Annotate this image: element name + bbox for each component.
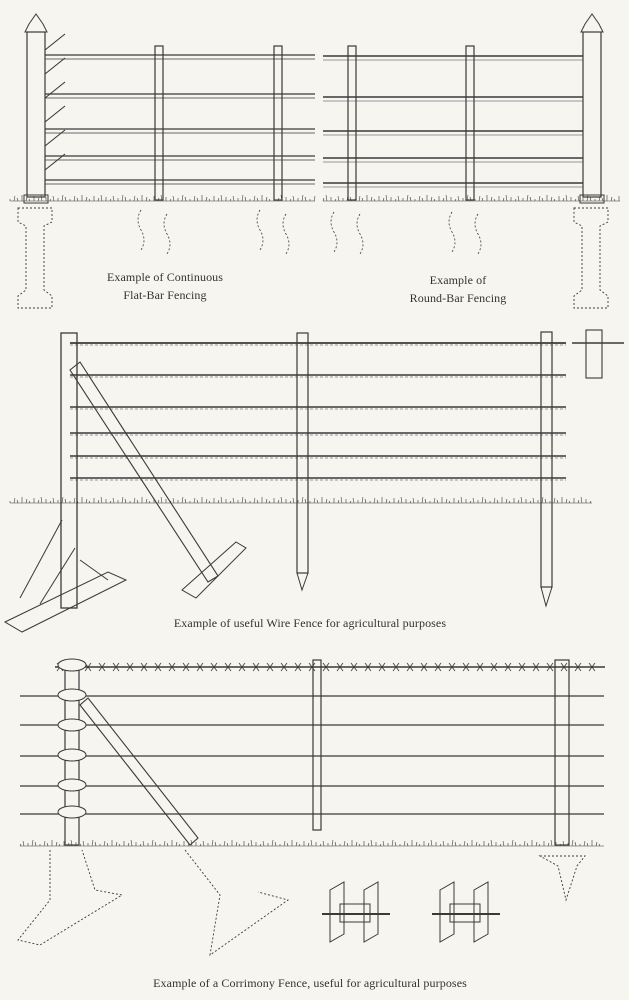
flat-bar-caption-line2: Flat-Bar Fencing (123, 288, 207, 302)
round-bar-caption-line1: Example of (429, 273, 487, 287)
intermediate-post (297, 333, 308, 573)
fence-standard (348, 46, 356, 200)
pillar-stay (45, 106, 65, 122)
flat-bar-fencing-caption (80, 268, 250, 304)
straining-bobbin (58, 806, 86, 818)
standard-root (331, 212, 363, 254)
straining-bobbin (58, 749, 86, 761)
straining-bobbin (58, 689, 86, 701)
post-point (541, 587, 552, 606)
pillar-stay (45, 34, 65, 50)
post-anchor-tip (540, 856, 585, 900)
fence-standard (274, 46, 282, 200)
pillar-stay (45, 58, 65, 74)
left-pillar-cap (25, 14, 47, 32)
underground-anchor (185, 850, 288, 955)
underground-anchor (18, 850, 122, 945)
fence-standard (155, 46, 163, 200)
round-bar-caption-line2: Round-Bar Fencing (409, 291, 507, 305)
right-pillar-foundation (574, 208, 608, 308)
right-pillar-cap (581, 14, 603, 32)
wire-fence-caption: Example of useful Wire Fence for agricultural purposes (173, 616, 447, 630)
intermediate-post (541, 332, 552, 587)
corrimony-end-post (555, 660, 569, 845)
flat-bar-caption-line1: Example of Continuous (106, 270, 224, 284)
post-point (297, 573, 308, 590)
corrimony-fence-illustration (18, 659, 605, 955)
fence-standard (466, 46, 474, 200)
left-pillar (27, 32, 45, 197)
base-brace (20, 520, 108, 604)
wire-clip-detail (586, 330, 602, 378)
diagonal-strut (70, 362, 218, 582)
straining-bobbin (58, 779, 86, 791)
straining-bobbin (58, 719, 86, 731)
dropper-post (313, 660, 321, 830)
bobbin-flange (440, 882, 488, 942)
left-pillar-foundation (18, 208, 52, 308)
corrimony-fence-caption: Example of a Corrimony Fence, useful for agricultural purposes (153, 976, 467, 990)
corrimony-strut (80, 698, 198, 845)
pillar-stay (45, 82, 65, 98)
straining-bobbin (58, 659, 86, 671)
standard-root (138, 210, 170, 254)
right-pillar (583, 32, 601, 197)
corrimony-ground (20, 840, 600, 846)
standard-root (257, 210, 289, 254)
pillar-stay (45, 130, 65, 146)
flat-bar-fence-illustration (10, 14, 315, 308)
wire-fence-illustration (5, 330, 624, 632)
wire-fence-ground (10, 497, 591, 503)
round-bar-fence-illustration (323, 14, 620, 308)
round-bar-ground (323, 195, 619, 201)
round-bar-fencing-caption (383, 271, 533, 307)
bobbin-flange (330, 882, 378, 942)
standard-root (449, 212, 481, 254)
